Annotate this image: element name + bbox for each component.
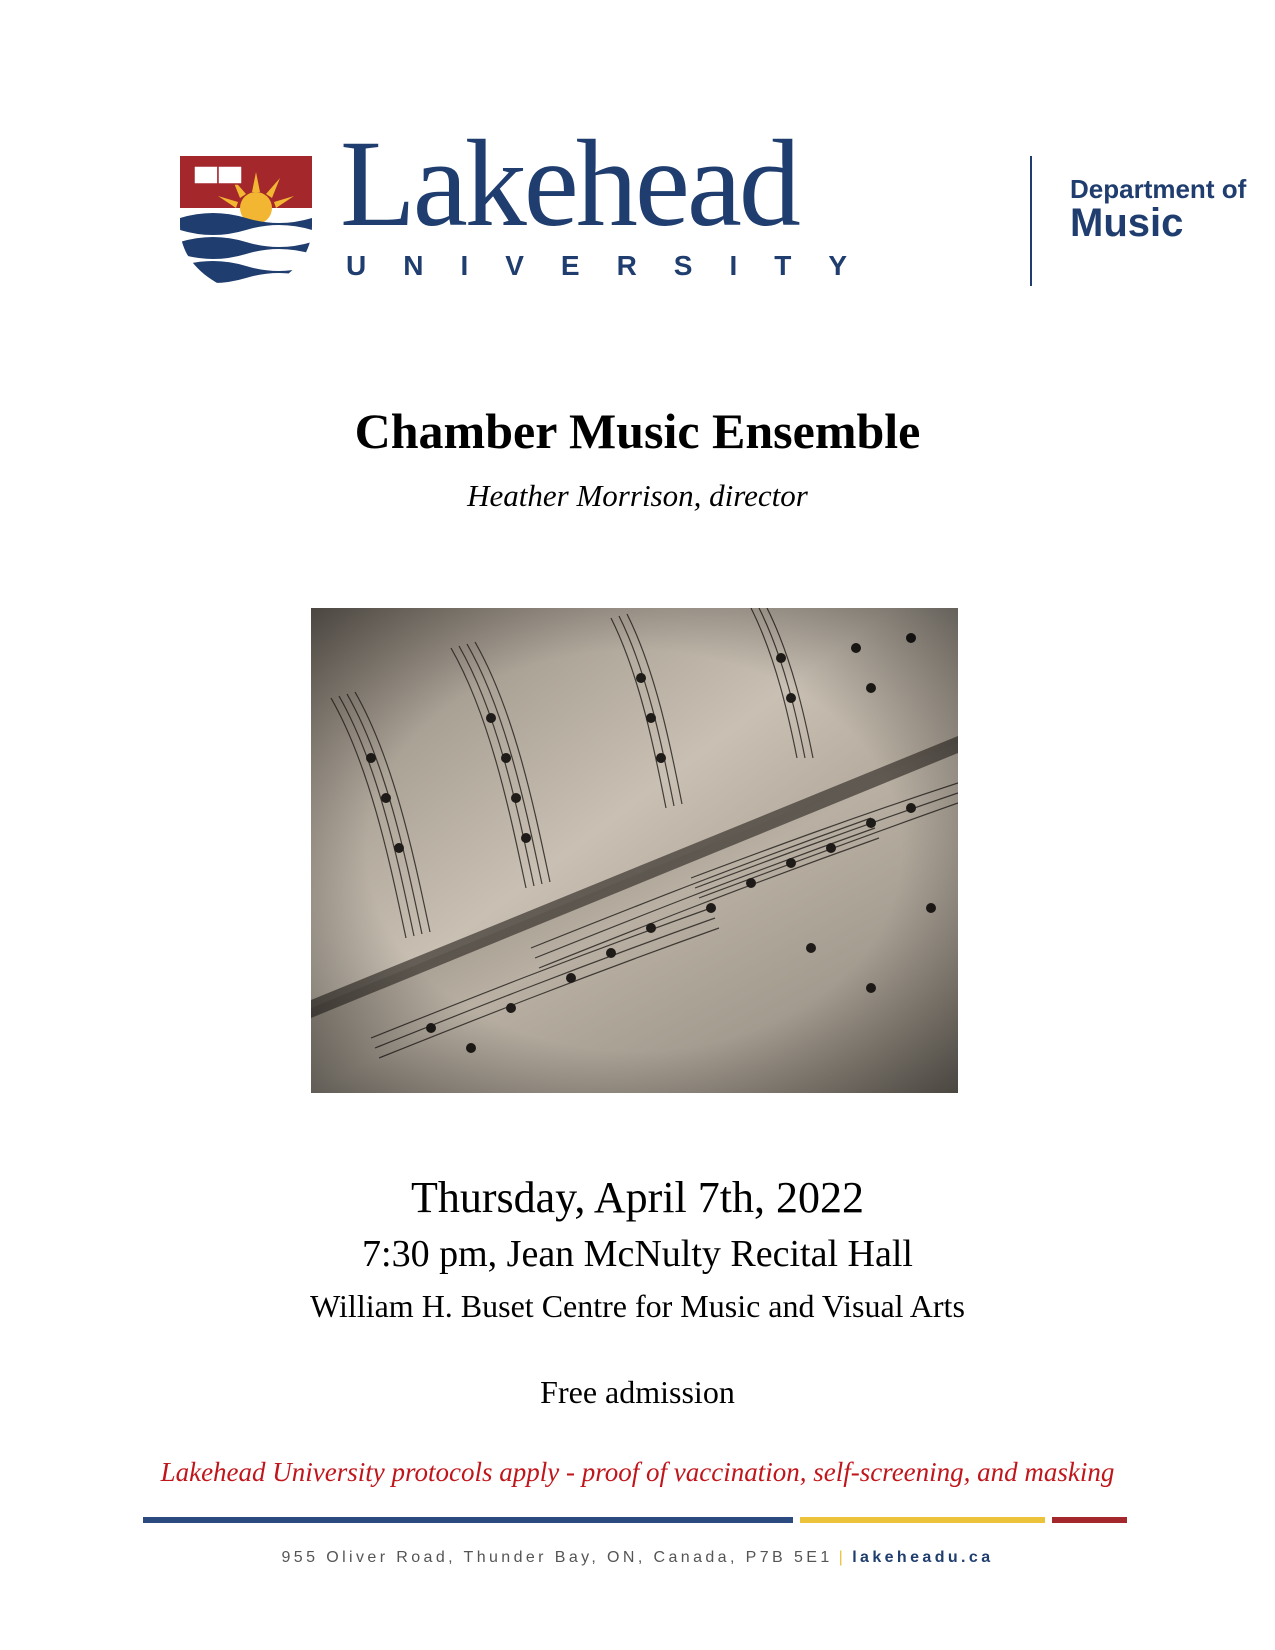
protocol-notice: Lakehead University protocols apply - proof of vaccination, self-screening, and masking [160, 1457, 1115, 1487]
director-name: Heather Morrison, director [467, 478, 808, 513]
footer-address: 955 Oliver Road, Thunder Bay, ON, Canada, P7B 5E1 [281, 1549, 833, 1566]
footer-website-link[interactable]: lakeheadu.ca [852, 1549, 994, 1566]
wordmark [340, 115, 1247, 300]
event-venue: William H. Buset Centre for Music and Visual Arts [310, 1288, 965, 1324]
sheet-music-photo [311, 608, 958, 1093]
university-logo [180, 115, 1247, 300]
footer-stripe-blue [143, 1517, 793, 1523]
footer [0, 1549, 1275, 1567]
sheet-music-icon [311, 608, 958, 1093]
department-name [1070, 176, 1246, 244]
event-time-location: 7:30 pm, Jean McNulty Recital Hall [362, 1233, 913, 1275]
logo-divider [1030, 156, 1032, 286]
logo-text: Lakehead [340, 115, 798, 252]
department-line2: Music [1070, 201, 1184, 245]
event-date: Thursday, April 7th, 2022 [411, 1173, 864, 1222]
event-title: Chamber Music Ensemble [354, 403, 921, 459]
crest-icon [180, 156, 312, 296]
admission-note: Free admission [540, 1374, 735, 1410]
logo-subtext: UNIVERSITY [346, 250, 885, 281]
footer-stripe-red [1052, 1517, 1127, 1523]
footer-separator: | [838, 1549, 847, 1566]
footer-stripe-yellow [800, 1517, 1045, 1523]
department-line1: Department of [1070, 174, 1247, 204]
